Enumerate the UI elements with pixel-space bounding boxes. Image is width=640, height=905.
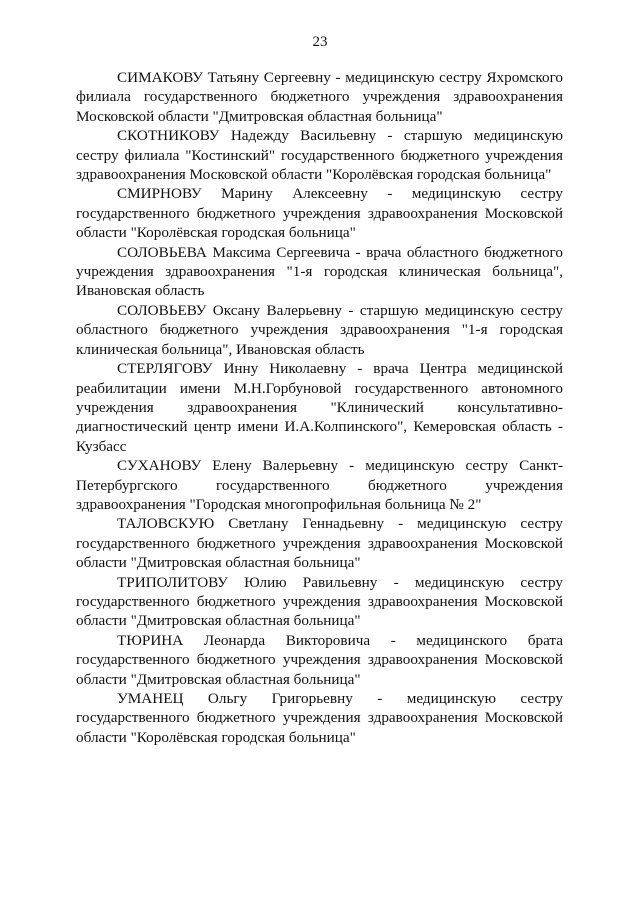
person-surname: СМИРНОВУ (117, 185, 202, 203)
award-list (76, 68, 563, 747)
list-item (76, 456, 563, 514)
person-surname: УМАНЕЦ (117, 690, 184, 707)
person-surname: ТРИПОЛИТОВУ (117, 573, 228, 591)
person-details: Инну Николаевну - врача Центра медицинской реабилитации имени М.Н.Горбуновой государственного автономного учреждения здравоохранения "Клинический консультативно-диагностический центр имени И.А.Колпинского", Кемеровская область - Кузбасс (76, 360, 563, 455)
person-surname: СОЛОВЬЕВА (117, 243, 207, 261)
person-details: Максима Сергеевича - врача областного бюджетного учреждения здравоохранения "1-я городская клиническая больница", Ивановская область (76, 243, 563, 300)
person-details: Юлию Равильевну - медицинскую сестру государственного бюджетного учреждения здравоохранения Московской области "Дмитровская областная больница" (76, 573, 563, 630)
person-details: Ольгу Григорьевну - медицинскую сестру государственного бюджетного учреждения здравоохранения Московской области "Королёвская городская больница" (76, 690, 564, 746)
list-item (76, 184, 563, 242)
person-details: Елену Валерьевну - медицинскую сестру Санкт-Петербургского государственного бюджетного учреждения здравоохранения "Городская многопрофильная больница № 2" (76, 457, 564, 513)
person-details: Марину Алексеевну - медицинскую сестру государственного бюджетного учреждения здравоохранения Московской области "Королёвская городская больница" (76, 185, 563, 242)
list-item (76, 243, 563, 301)
list-item (76, 359, 563, 456)
person-details: Оксану Валерьевну - старшую медицинскую сестру областного бюджетного учреждения здравоохранения "1-я городская клиническая больница", Ивановская область (76, 301, 563, 358)
person-surname: СКОТНИКОВУ (117, 127, 220, 145)
list-item (76, 689, 563, 747)
list-item (76, 573, 563, 631)
person-details: Надежду Васильевну - старшую медицинскую сестру филиала "Костинский" государственного бюджетного учреждения здравоохранения Московской области "Королёвская городская больница" (76, 127, 563, 184)
list-item (76, 126, 563, 184)
person-surname: СУХАНОВУ (117, 457, 202, 475)
person-details: Светлану Геннадьевну - медицинскую сестру государственного бюджетного учреждения здравоохранения Московской области "Дмитровская областная больница" (76, 515, 563, 572)
person-surname: ТАЛОВСКУЮ (117, 515, 215, 533)
list-item (76, 514, 563, 572)
person-details: Татьяну Сергеевну - медицинскую сестру Яхромского филиала государственного бюджетного учреждения здравоохранения Московской области "Дмитровская областная больница" (76, 69, 564, 125)
person-surname: СИМАКОВУ (117, 69, 203, 86)
person-details: Леонарда Викторовича - медицинского брата государственного бюджетного учреждения здравоохранения Московской области "Дмитровская областная больница" (76, 631, 563, 688)
list-item (76, 301, 563, 359)
list-item (76, 631, 563, 689)
person-surname: СОЛОВЬЕВУ (117, 301, 207, 319)
page-number: 23 (312, 34, 328, 50)
person-surname: ТЮРИНА (117, 631, 184, 649)
list-item (76, 68, 563, 126)
person-surname: СТЕРЛЯГОВУ (117, 360, 213, 378)
